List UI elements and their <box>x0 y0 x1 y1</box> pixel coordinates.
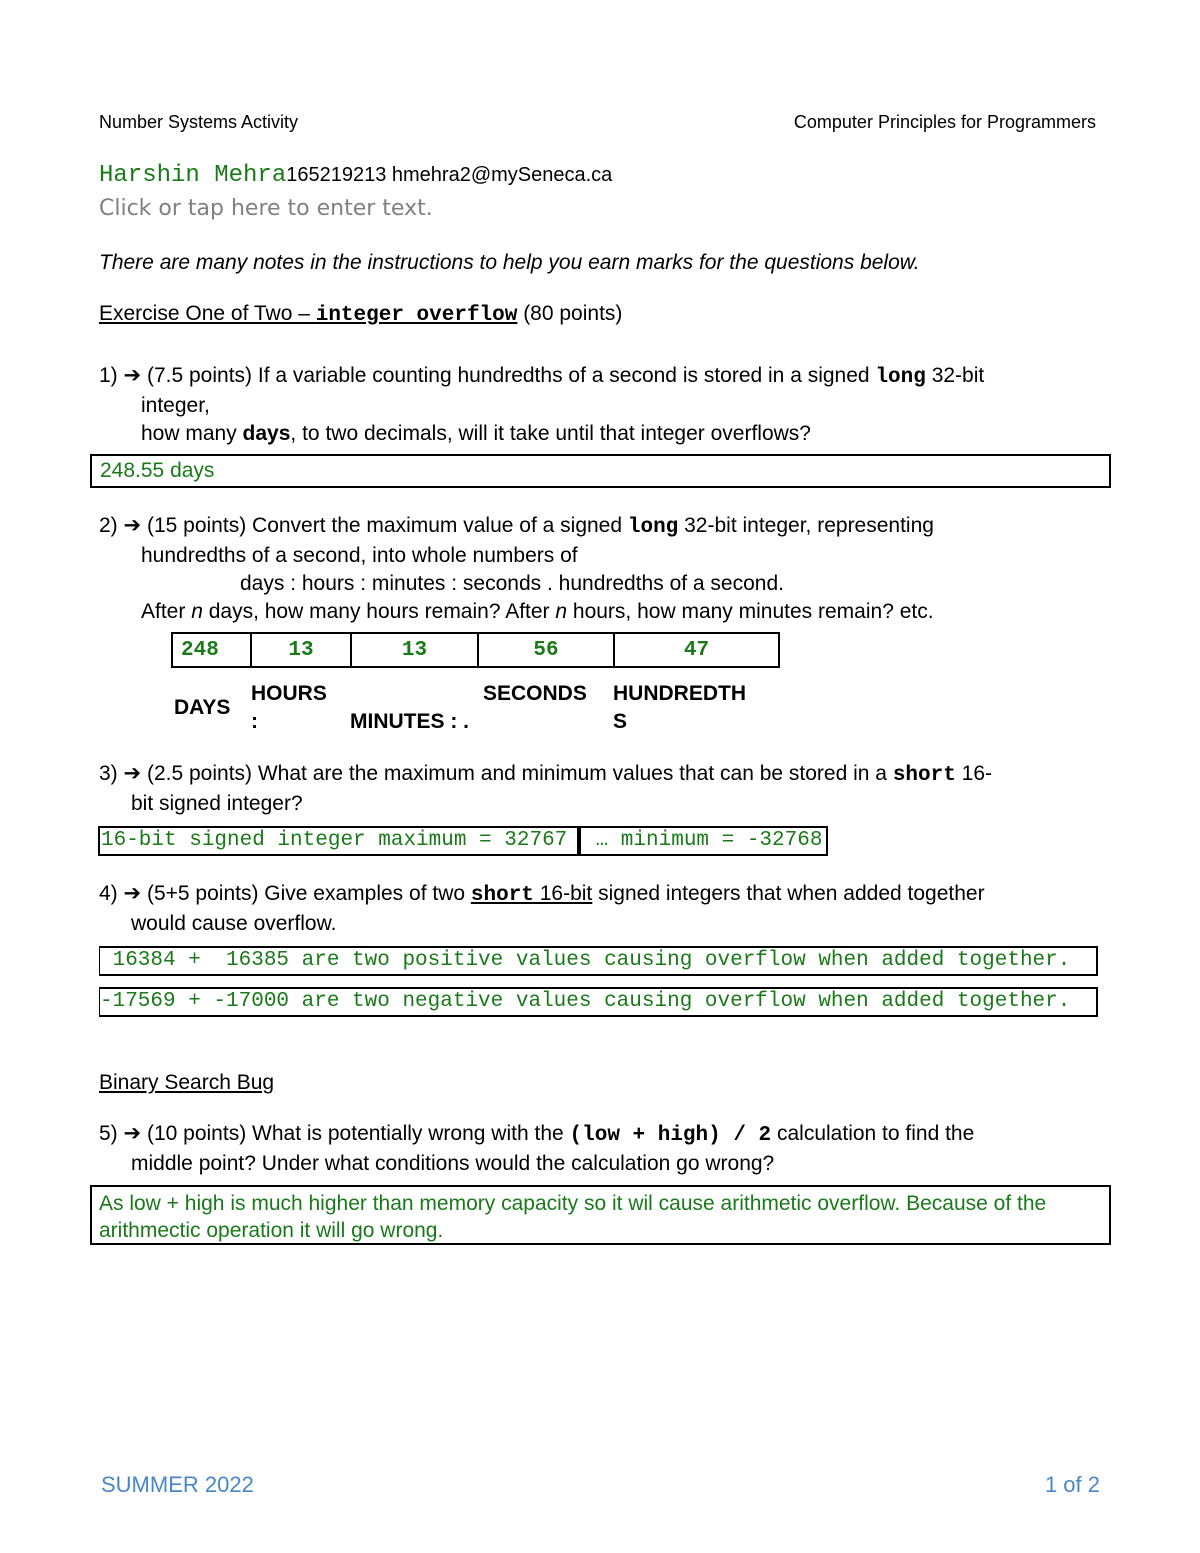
q1-code: long <box>875 366 926 389</box>
q5-text: (10 points) What is potentially wrong with the <box>141 1122 570 1145</box>
q4-text-u: 16-bit <box>533 882 593 905</box>
q1-number: 1) <box>99 364 118 387</box>
q2-line4-n1: n <box>191 600 203 623</box>
label-hundredths <box>613 680 746 736</box>
q4-answer-2[interactable]: -17569 + -17000 are two negative values causing overflow when added together. <box>99 987 1098 1017</box>
footer-term: SUMMER 2022 <box>101 1472 254 1497</box>
q1-answer-box[interactable] <box>90 454 1111 488</box>
q2-text-b: 32-bit integer, representing <box>678 514 934 537</box>
label-seconds: SECONDS <box>483 682 587 705</box>
q2-number: 2) <box>99 514 118 537</box>
student-line <box>99 161 612 189</box>
days-cell[interactable]: 248 <box>172 633 251 667</box>
q3-text-b: 16- <box>955 762 993 785</box>
hours-cell[interactable]: 13 <box>251 633 351 667</box>
q2-text: (15 points) Convert the maximum value of a signed <box>141 514 628 537</box>
student-details: 165219213 hmehra2@mySeneca.ca <box>286 164 613 186</box>
question-5 <box>99 1120 1109 1178</box>
q4-number: 4) <box>99 882 118 905</box>
seconds-cell[interactable]: 56 <box>478 633 614 667</box>
minutes-cell[interactable]: 13 <box>351 633 478 667</box>
footer-page-number: 1 of 2 <box>1044 1472 1100 1497</box>
label-days: DAYS <box>174 696 231 719</box>
question-4 <box>99 880 1109 938</box>
label-hours-1: HOURS <box>251 682 327 705</box>
header-left: Number Systems Activity <box>99 112 299 132</box>
question-2 <box>99 512 1109 626</box>
q5-text-b: calculation to find the <box>771 1122 975 1145</box>
intro-text: There are many notes in the instructions to help you earn marks for the questions below. <box>99 251 920 274</box>
q5-number: 5) <box>99 1122 118 1145</box>
q5-code: (low + high) / 2 <box>569 1124 772 1147</box>
table-row <box>172 633 779 667</box>
q4-text: (5+5 points) Give examples of two <box>141 882 471 905</box>
label-hours-2: : <box>251 710 258 733</box>
exercise-one-title-bold: integer overflow <box>315 304 518 327</box>
exercise-one-title <box>99 300 622 330</box>
q3-text: (2.5 points) What are the maximum and minimum values that can be stored in a <box>141 762 893 785</box>
q3-number: 3) <box>99 762 118 785</box>
hundredths-cell[interactable]: 47 <box>614 633 779 667</box>
q5-answer-box[interactable] <box>90 1185 1111 1245</box>
arrow-icon: ➔ <box>123 364 142 387</box>
q2-line4-a: After <box>141 600 192 623</box>
q3-code: short <box>892 764 956 787</box>
q1-line3-post: , to two decimals, will it take until that integer overflows? <box>290 422 811 445</box>
q4-text-b: signed integers that when added together <box>592 882 985 905</box>
exercise-one-title-pre: Exercise One of Two – <box>99 302 316 325</box>
label-minutes: MINUTES : . <box>350 710 469 733</box>
student-name: Harshin Mehra <box>99 162 287 189</box>
q1-line3-bold: days <box>242 422 291 445</box>
q3-answer-max[interactable]: 16-bit signed integer maximum = 32767 <box>98 826 579 856</box>
arrow-icon: ➔ <box>123 882 142 905</box>
arrow-icon: ➔ <box>123 762 142 785</box>
text-placeholder-field[interactable]: Click or tap here to enter text. <box>99 196 433 221</box>
label-hundredths-2: S <box>613 710 628 733</box>
q5-answer: As low + high is much higher than memory capacity so it wil cause arithmetic overflow. Because of the arithmectic operation it will go wrong. <box>99 1192 1047 1242</box>
q1-answer: 248.55 days <box>100 459 215 482</box>
q4-line2: would cause overflow. <box>131 912 337 935</box>
arrow-icon: ➔ <box>123 514 142 537</box>
q2-line2: hundredths of a second, into whole numbers of <box>141 544 578 567</box>
q2-line4-b: days, how many hours remain? After <box>202 600 556 623</box>
q4-code: short <box>470 884 534 907</box>
q1-text: (7.5 points) If a variable counting hundredths of a second is stored in a signed <box>141 364 876 387</box>
q4-answer-1[interactable]: 16384 + 16385 are two positive values causing overflow when added together. <box>99 946 1098 976</box>
q1-line2: integer, <box>141 394 210 417</box>
q2-code: long <box>627 516 679 539</box>
q5-line2: middle point? Under what conditions would the calculation go wrong? <box>131 1152 775 1175</box>
q2-line3: days : hours : minutes : seconds . hundredths of a second. <box>240 572 784 595</box>
q1-text-b: 32-bit <box>925 364 985 387</box>
arrow-icon: ➔ <box>123 1122 142 1145</box>
q2-line4-c: hours, how many minutes remain? etc. <box>567 600 934 623</box>
header-right: Computer Principles for Programmers <box>793 112 1096 132</box>
q3-line2: bit signed integer? <box>131 792 303 815</box>
question-3 <box>99 760 1109 818</box>
time-breakdown-table <box>171 632 780 668</box>
q1-line3-pre: how many <box>141 422 243 445</box>
binary-search-title: Binary Search Bug <box>99 1071 275 1094</box>
label-hours <box>251 680 327 736</box>
q2-line4-n2: n <box>555 600 568 623</box>
question-1 <box>99 362 1109 448</box>
label-hundredths-1: HUNDREDTH <box>613 682 746 705</box>
q3-answer-min[interactable]: … minimum = -32768 <box>579 826 828 856</box>
exercise-one-title-post: (80 points) <box>517 302 623 325</box>
